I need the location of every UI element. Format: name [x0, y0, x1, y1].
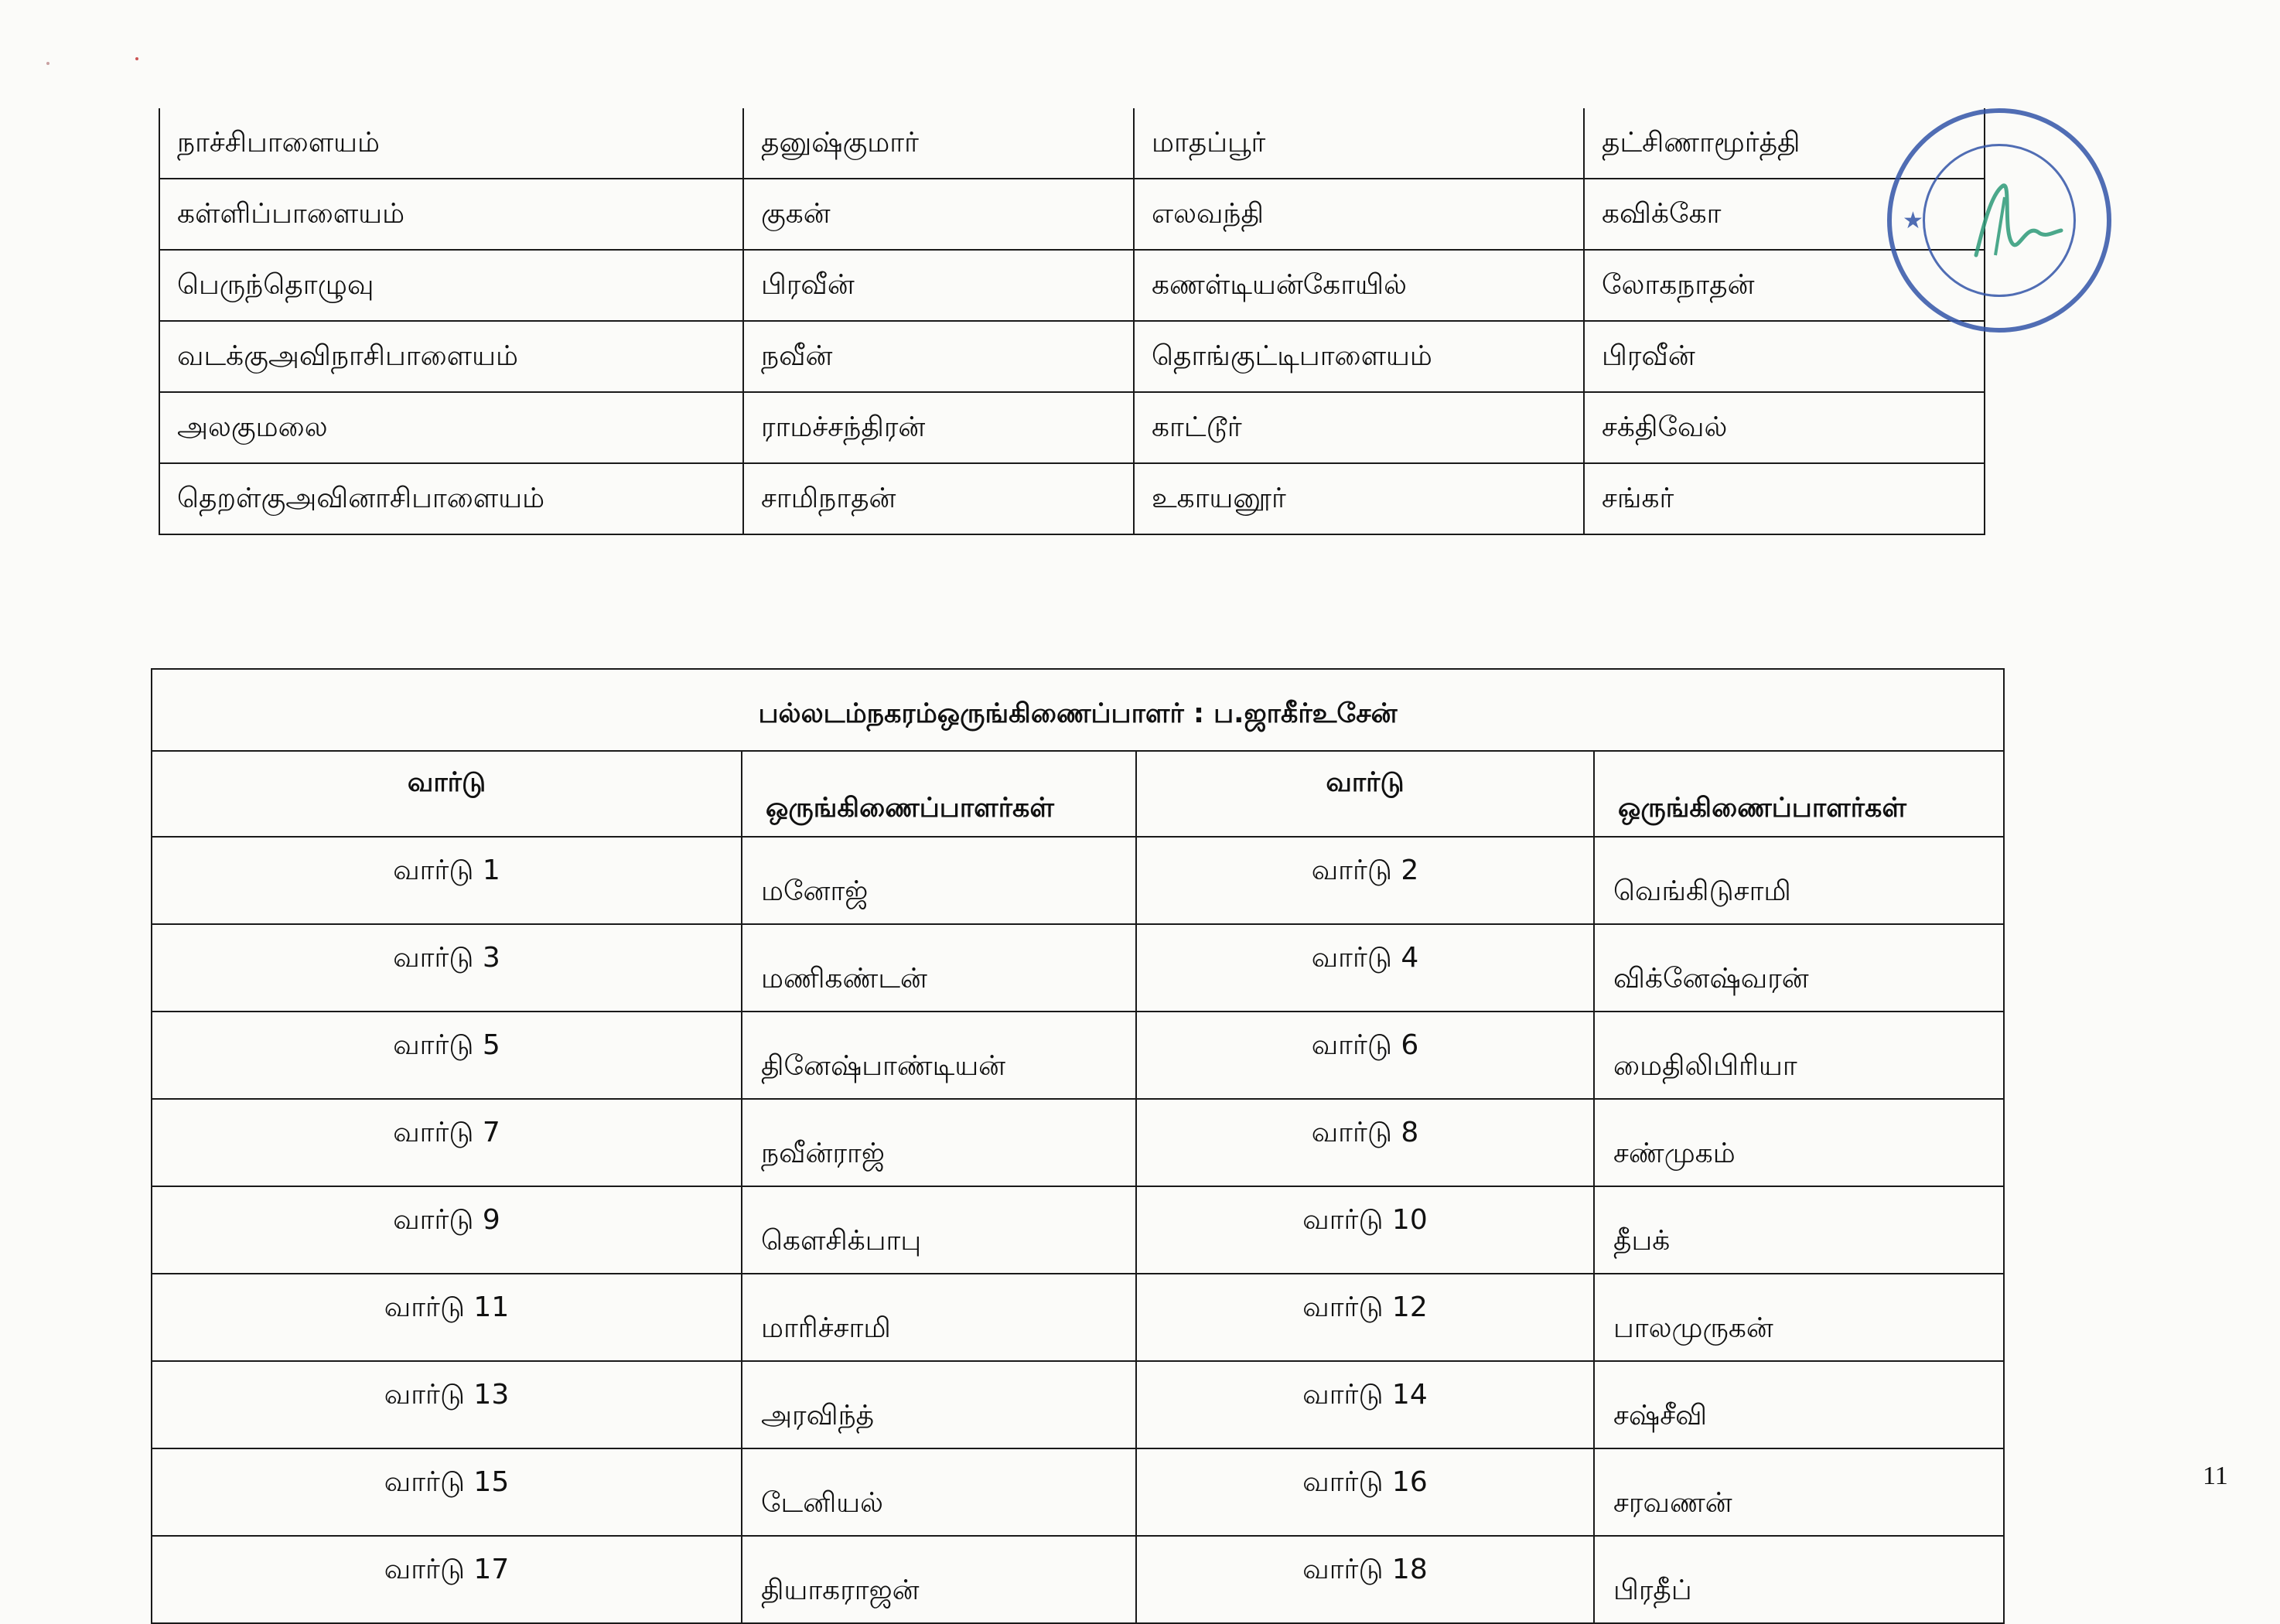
coordinator-cell: வெங்கிடுசாமி: [1594, 837, 2004, 924]
village-cell: தொங்குட்டிபாளையம்: [1134, 321, 1584, 392]
ward-cell: வார்டு 14: [1136, 1361, 1594, 1448]
table-row: [152, 1274, 2004, 1361]
coordinator-cell: மணிகண்டன்: [742, 924, 1136, 1012]
ward-cell: வார்டு 5: [152, 1012, 742, 1099]
ward-cell: வார்டு 10: [1136, 1186, 1594, 1274]
coordinator-cell: மனோஜ்: [742, 837, 1136, 924]
village-cell: கள்ளிப்பாளையம்: [159, 179, 743, 250]
coordinator-cell: மாரிச்சாமி: [742, 1274, 1136, 1361]
coordinator-cell: அரவிந்த்: [742, 1361, 1136, 1448]
table-row: [152, 1012, 2004, 1099]
signature-icon: [1887, 108, 2111, 333]
coordinator-cell: கௌசிக்பாபு: [742, 1186, 1136, 1274]
ward-cell: வார்டு 16: [1136, 1448, 1594, 1536]
village-cell: காட்டூர்: [1134, 392, 1584, 463]
star-icon: ★: [1903, 207, 1923, 234]
ward-cell: வார்டு 11: [152, 1274, 742, 1361]
ward-cell: வார்டு 6: [1136, 1012, 1594, 1099]
ward-cell: வார்டு 8: [1136, 1099, 1594, 1186]
coordinator-cell: பிரதீப்: [1594, 1536, 2004, 1623]
coordinator-cell: சஷ்சீவி: [1594, 1361, 2004, 1448]
village-cell: கணள்டியன்கோயில்: [1134, 250, 1584, 321]
panchayat-coordinators-table: [159, 108, 1985, 535]
coordinator-cell: சக்திவேல்: [1584, 392, 1985, 463]
coordinator-cell: விக்னேஷ்வரன்: [1594, 924, 2004, 1012]
ward-cell: வார்டு 4: [1136, 924, 1594, 1012]
ward-cell: வார்டு 13: [152, 1361, 742, 1448]
table-row: [159, 392, 1985, 463]
table-title-row: [152, 669, 2004, 751]
table-row: [159, 179, 1985, 250]
table-row: [152, 1448, 2004, 1536]
coordinator-cell: தனுஷ்குமார்: [743, 108, 1134, 179]
ward-cell: வார்டு 9: [152, 1186, 742, 1274]
coordinator-cell: தினேஷ்பாண்டியன்: [742, 1012, 1136, 1099]
column-header: ஒருங்கிணைப்பாளர்கள்: [742, 751, 1136, 837]
ward-cell: வார்டு 2: [1136, 837, 1594, 924]
coordinator-cell: தீபக்: [1594, 1186, 2004, 1274]
table-row: [159, 321, 1985, 392]
table-row: [152, 1536, 2004, 1623]
table-row: [159, 108, 1985, 179]
table-header-row: [152, 751, 2004, 837]
ward-cell: வார்டு 3: [152, 924, 742, 1012]
coordinator-cell: பிரவீன்: [1584, 321, 1985, 392]
page-number: 11: [2203, 1462, 2228, 1490]
coordinator-cell: சாமிநாதன்: [743, 463, 1134, 534]
village-cell: நாச்சிபாளையம்: [159, 108, 743, 179]
coordinator-cell: லோகநாதன்: [1584, 250, 1985, 321]
table-title: பல்லடம்நகரம்ஒருங்கிணைப்பாளர் : ப.ஜாகீர்உசேன்: [152, 669, 2004, 751]
coordinator-cell: நவீன்: [743, 321, 1134, 392]
coordinator-cell: சரவணன்: [1594, 1448, 2004, 1536]
ward-cell: வார்டு 17: [152, 1536, 742, 1623]
table-row: [152, 1099, 2004, 1186]
coordinator-cell: தியாகராஜன்: [742, 1536, 1136, 1623]
column-header: வார்டு: [152, 751, 742, 837]
table-row: [152, 1186, 2004, 1274]
ward-cell: வார்டு 7: [152, 1099, 742, 1186]
table-row: [152, 924, 2004, 1012]
palladam-town-coordinators-table: [151, 668, 2005, 1624]
coordinator-cell: கவிக்கோ: [1584, 179, 1985, 250]
coordinator-cell: ராமச்சந்திரன்: [743, 392, 1134, 463]
village-cell: மாதப்பூர்: [1134, 108, 1584, 179]
coordinator-cell: சங்கர்: [1584, 463, 1985, 534]
coordinator-cell: குகன்: [743, 179, 1134, 250]
village-cell: தெறள்குஅவினாசிபாளையம்: [159, 463, 743, 534]
coordinator-cell: பிரவீன்: [743, 250, 1134, 321]
scan-speck: [46, 62, 49, 65]
party-seal-stamp: [1887, 108, 2111, 333]
table-row: [152, 1361, 2004, 1448]
column-header: வார்டு: [1136, 751, 1594, 837]
coordinator-cell: நவீன்ராஜ்: [742, 1099, 1136, 1186]
village-cell: பெருந்தொழுவு: [159, 250, 743, 321]
table-row: [159, 250, 1985, 321]
coordinator-cell: மைதிலிபிரியா: [1594, 1012, 2004, 1099]
village-cell: வடக்குஅவிநாசிபாளையம்: [159, 321, 743, 392]
scan-speck: [135, 57, 138, 60]
coordinator-cell: டேனியல்: [742, 1448, 1136, 1536]
table-row: [159, 463, 1985, 534]
village-cell: எலவந்தி: [1134, 179, 1584, 250]
coordinator-cell: தட்சிணாமூர்த்தி: [1584, 108, 1985, 179]
coordinator-cell: சண்முகம்: [1594, 1099, 2004, 1186]
ward-cell: வார்டு 1: [152, 837, 742, 924]
ward-cell: வார்டு 15: [152, 1448, 742, 1536]
coordinator-cell: பாலமுருகன்: [1594, 1274, 2004, 1361]
village-cell: அலகுமலை: [159, 392, 743, 463]
column-header: ஒருங்கிணைப்பாளர்கள்: [1594, 751, 2004, 837]
village-cell: உகாயனூர்: [1134, 463, 1584, 534]
ward-cell: வார்டு 12: [1136, 1274, 1594, 1361]
ward-cell: வார்டு 18: [1136, 1536, 1594, 1623]
table-row: [152, 837, 2004, 924]
